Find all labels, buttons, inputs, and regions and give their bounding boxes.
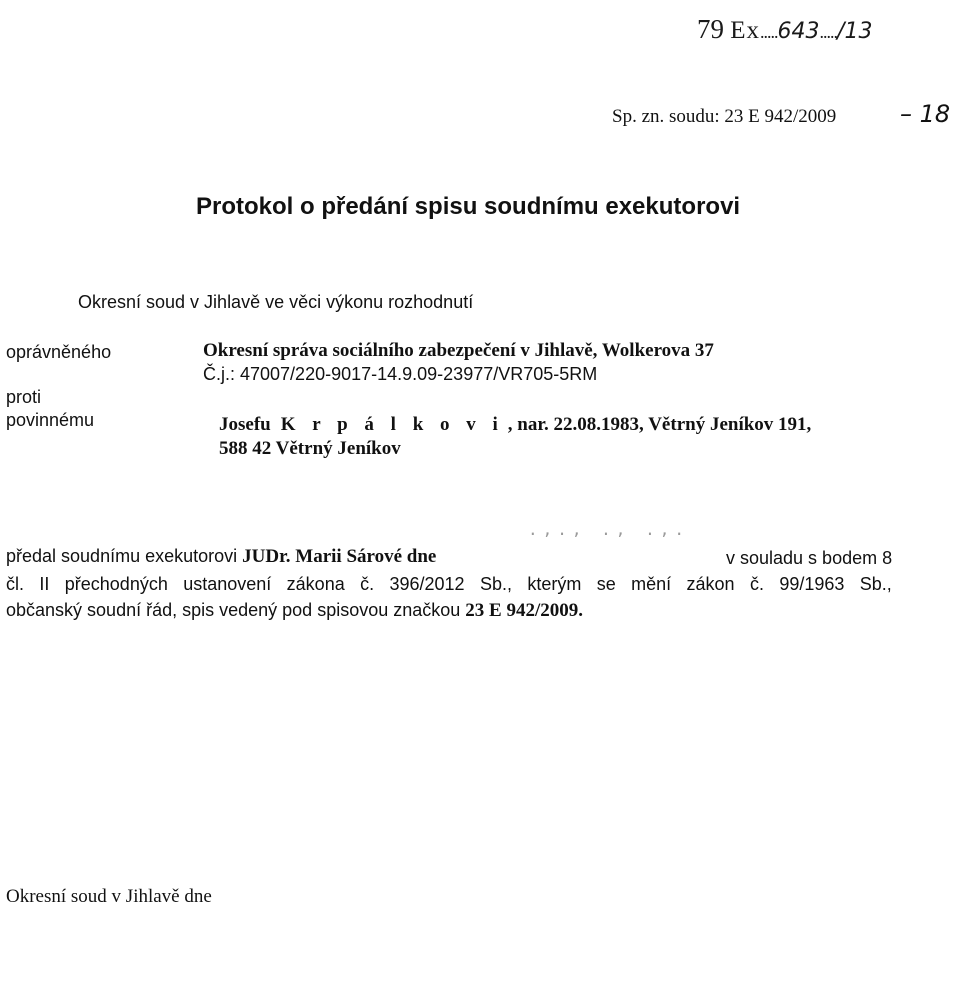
document-title: Protokol o předání spisu soudnímu exekutorovi (196, 193, 741, 220)
w: II (39, 574, 50, 594)
w: č. (749, 574, 764, 594)
obliged-birth-address: , nar. 22.08.1983, Větrný Jeníkov 191, (507, 414, 812, 435)
paragraph-line-3 (6, 600, 583, 622)
stamp-dots-1: ..... (760, 22, 778, 42)
label-obliged: povinnému (6, 410, 95, 430)
label-entitled: oprávněného (6, 342, 112, 362)
w: přechodných (64, 574, 168, 594)
stamp-handwritten-seq: 13 (844, 19, 873, 44)
stamp-dots-2: ..... (819, 22, 838, 42)
court-intro-line: Okresní soud v Jihlavě ve věci výkonu rozhodnutí (78, 292, 474, 312)
w: 396/2012 (389, 574, 465, 594)
entitled-party-reference: Č.j.: 47007/220-9017-14.9.09-23977/VR705-5RM (203, 364, 598, 384)
handwritten-page-mark: – 18 (900, 100, 951, 128)
paragraph-line-1-end: v souladu s bodem 8 (726, 548, 893, 568)
obliged-first-name: Josefu (219, 414, 271, 435)
w: ustanovení (183, 574, 272, 594)
stamp-ex: Ex (730, 17, 761, 44)
paragraph-text-a: předal soudnímu exekutorovi (6, 546, 243, 566)
case-number-bold: 23 E 942/2009. (465, 600, 583, 621)
w: čl. (6, 574, 24, 594)
obliged-last-name: K r p á l k o v i (280, 414, 504, 435)
paragraph-line-2 (6, 574, 892, 595)
w: kterým (527, 574, 582, 594)
closing-line: Okresní soud v Jihlavě dne (6, 886, 212, 907)
w: se (596, 574, 616, 594)
w: Sb., (859, 574, 892, 594)
stamp-slash: / (837, 19, 845, 44)
stamp-number: 79 (697, 14, 724, 44)
obliged-party-line (219, 414, 811, 436)
court-reference: Sp. zn. soudu: 23 E 942/2009 (612, 106, 837, 127)
w: zákon (686, 574, 735, 594)
obliged-party-address: 588 42 Větrný Jeníkov (219, 438, 401, 459)
w: 99/1963 (779, 574, 845, 594)
file-stamp (697, 14, 872, 45)
paragraph-line-1 (6, 546, 436, 568)
w: zákona (286, 574, 345, 594)
entitled-party-name: Okresní správa sociálního zabezpečení v Jihlavě, Wolkerova 37 (203, 340, 714, 361)
paragraph-text-3a: občanský soudní řád, spis vedený pod spisovou značkou (6, 600, 466, 620)
stamp-handwritten-number: 643 (777, 19, 820, 44)
w: Sb., (479, 574, 512, 594)
w: č. (360, 574, 375, 594)
faint-stamp-text: .,., ., .,. (528, 520, 689, 539)
executor-name: JUDr. Marii Sárové dne (242, 546, 437, 567)
w: mění (631, 574, 672, 594)
label-against: proti (6, 387, 42, 407)
